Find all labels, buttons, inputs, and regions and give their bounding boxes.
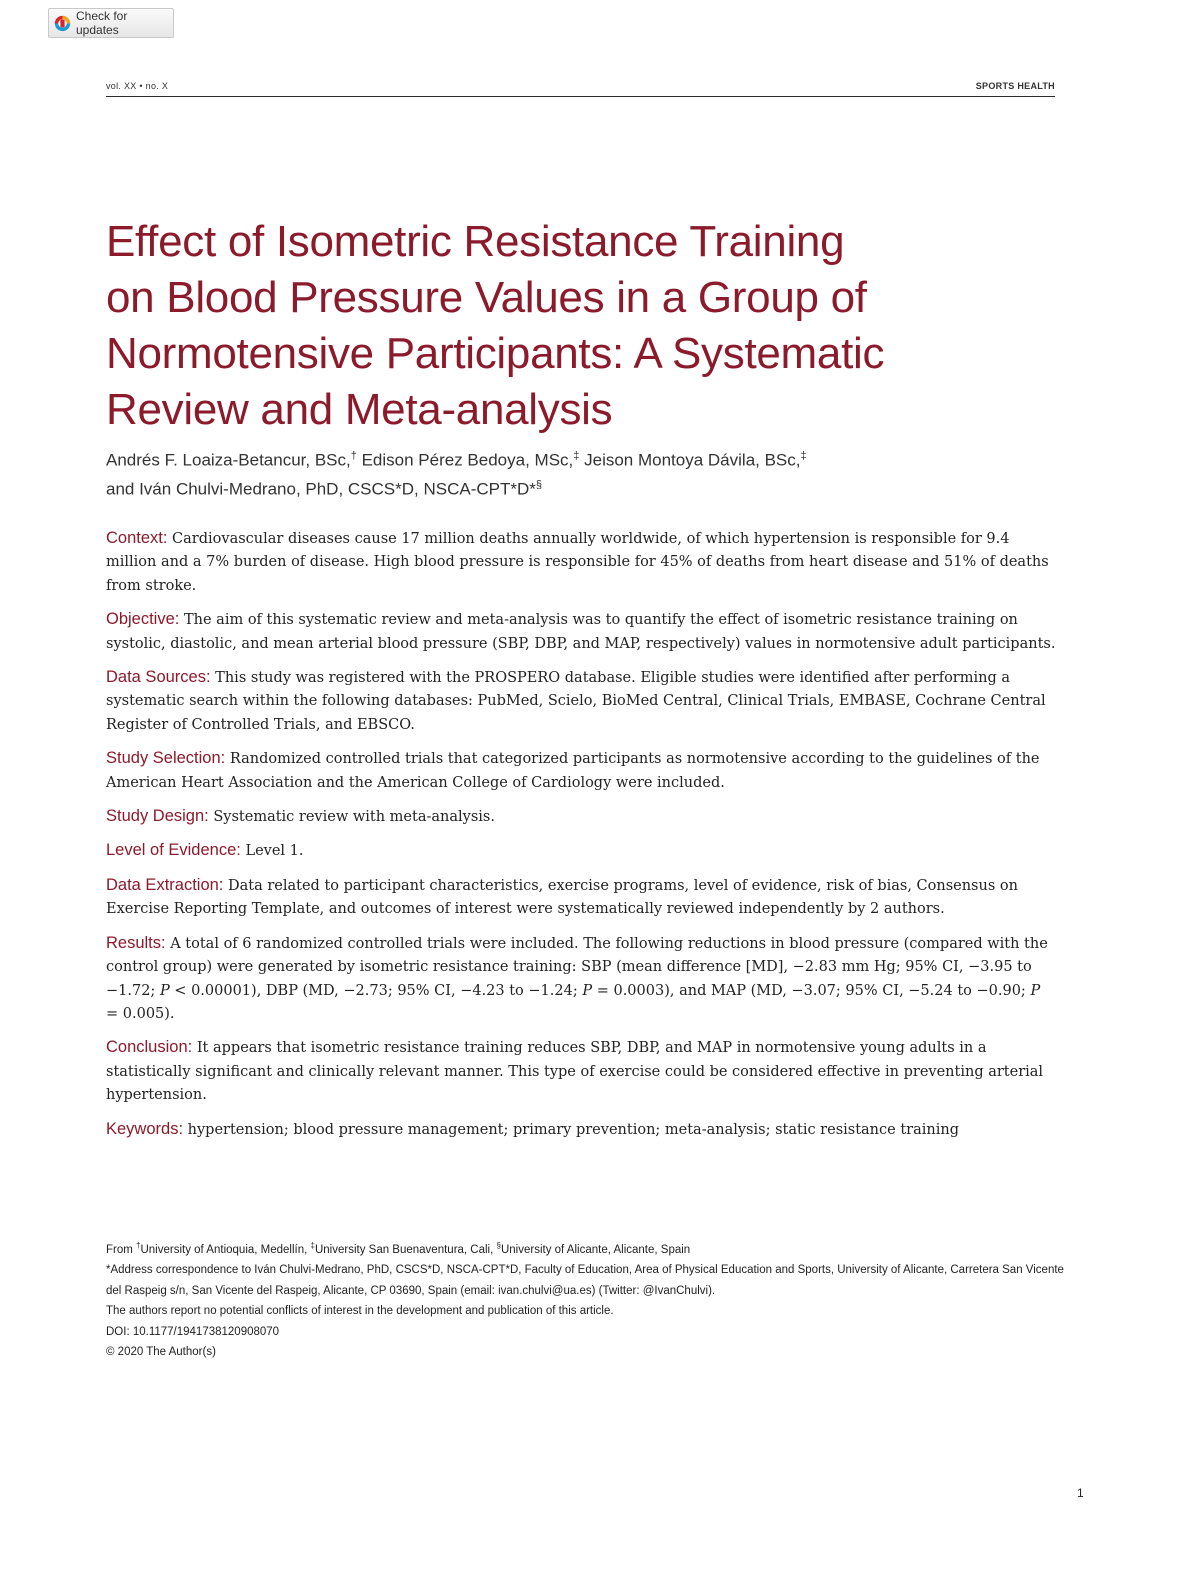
affiliation-mark: § <box>496 1241 501 1250</box>
affiliation-text: University of Alicante, Alicante, Spain <box>500 1243 691 1256</box>
crossmark-icon <box>54 15 71 32</box>
p-value-symbol: P <box>582 982 593 999</box>
section-text: A total of 6 randomized controlled trials were included. The following reductions in blood pressure (compared with the control group) were generated by isometric resistance training: SBP (mean difference [MD], −2.83 mm Hg; 95% CI, −3.95 to −1.72; <box>106 935 1048 999</box>
check-for-updates-button[interactable] <box>48 8 174 38</box>
section-label: Data Extraction: <box>106 875 224 894</box>
title-line: on Blood Pressure Values in a Group of <box>106 273 867 322</box>
affiliation-mark: ‡ <box>310 1241 315 1250</box>
footnote-text: From <box>106 1243 137 1256</box>
abstract-data-sources <box>106 666 1056 737</box>
abstract <box>106 527 1056 1152</box>
section-label: Level of Evidence: <box>106 841 241 860</box>
article-title <box>106 214 1066 438</box>
abstract-objective <box>106 608 1056 656</box>
affiliation-mark: ‡ <box>573 450 580 462</box>
affiliation-mark: ‡ <box>800 450 807 462</box>
author-list <box>106 444 1066 501</box>
abstract-study-selection <box>106 747 1056 795</box>
footnotes <box>106 1236 1066 1363</box>
title-line: Effect of Isometric Resistance Training <box>106 217 845 266</box>
section-text: Systematic review with meta-analysis. <box>208 809 495 826</box>
author-name: and Iván Chulvi-Medrano, PhD, CSCS*D, NSCA-CPT*D* <box>106 479 536 499</box>
affiliations-note <box>106 1236 1066 1260</box>
abstract-conclusion <box>106 1036 1056 1107</box>
section-label: Study Selection: <box>106 749 226 768</box>
section-text: This study was registered with the PROSPERO database. Eligible studies were identified after performing a systematic search within the following databases: PubMed, Scielo, BioMed Central, Clinical Trials, EMBASE, Cochrane Central Register of Controlled Trials, and EBSCO. <box>106 670 1046 733</box>
affiliation-mark: † <box>350 450 357 462</box>
page-number: 1 <box>1077 1486 1084 1500</box>
section-text: The aim of this systematic review and meta-analysis was to quantify the effect of isometric resistance training on systolic, diastolic, and mean arterial blood pressure (SBP, DBP, and MAP, respectively) values in normotensive adult participants. <box>106 612 1056 652</box>
title-line: Normotensive Participants: A Systematic <box>106 329 885 378</box>
section-text: Randomized controlled trials that categorized participants as normotensive according to the guidelines of the American Heart Association and the American College of Cardiology were included. <box>106 751 1040 791</box>
affiliation-mark: § <box>535 478 542 491</box>
running-head-journal: SPORTS HEALTH <box>975 81 1055 91</box>
abstract-data-extraction <box>106 874 1056 922</box>
abstract-study-design <box>106 805 1056 829</box>
abstract-keywords <box>106 1118 1056 1142</box>
author-name: Andrés F. Loaiza-Betancur, BSc, <box>106 450 351 470</box>
section-text: = 0.0003), and MAP (MD, −3.07; 95% CI, −5.24 to −0.90; <box>592 982 1031 999</box>
abstract-level-of-evidence <box>106 839 1056 863</box>
doi-note: DOI: 10.1177/1941738120908070 <box>106 1325 280 1338</box>
running-head-volume: vol. XX • no. X <box>106 81 169 91</box>
title-line: Review and Meta-analysis <box>106 385 613 434</box>
section-text: < 0.00001), DBP (MD, −2.73; 95% CI, −4.23 to −1.24; <box>169 982 583 999</box>
correspondence-note: *Address correspondence to Iván Chulvi-Medrano, PhD, CSCS*D, NSCA-CPT*D, Faculty of Education, Area of Physical Education and Sports, University of Alicante, Carretera San Vicente del Raspeig s/n, San Vicente del Raspeig, Alicante, CP 03690, Spain (email: ivan.chulvi@ua.es) (Twitter: @IvanChulvi). <box>106 1264 1064 1297</box>
section-label: Results: <box>106 933 166 952</box>
author-name: Edison Pérez Bedoya, MSc, <box>356 450 574 470</box>
section-label: Context: <box>106 529 168 547</box>
section-text: Cardiovascular diseases cause 17 million deaths annually worldwide, of which hypertension is responsible for 9.4 million and a 7% burden of disease. High blood pressure is responsible for 45% of deaths from heart disease and 51% of deaths from stroke. <box>106 531 1049 594</box>
header-rule <box>106 96 1055 97</box>
section-label: Study Design: <box>106 807 209 826</box>
section-text: = 0.005). <box>106 1005 175 1022</box>
p-value-symbol: P <box>1030 982 1041 999</box>
section-text: Level 1. <box>240 843 304 860</box>
section-label: Data Sources: <box>106 668 211 687</box>
section-label: Keywords: <box>106 1119 184 1138</box>
section-text: hypertension; blood pressure management; primary prevention; meta-analysis; static resistance training <box>183 1121 959 1138</box>
section-text: Data related to participant characteristics, exercise programs, level of evidence, risk of bias, Consensus on Exercise Reporting Template, and outcomes of interest were systematically reviewed independently by 2 authors. <box>106 877 1018 918</box>
author-name: Jeison Montoya Dávila, BSc, <box>579 450 801 470</box>
running-head <box>106 81 1055 95</box>
copyright-note: © 2020 The Author(s) <box>106 1346 216 1359</box>
abstract-context <box>106 527 1056 598</box>
affiliation-mark: † <box>136 1241 141 1250</box>
section-text: It appears that isometric resistance training reduces SBP, DBP, and MAP in normotensive young adults in a statistically significant and clinically relevant manner. This type of exercise could be considered effective in preventing arterial hypertension. <box>106 1040 1044 1104</box>
section-label: Conclusion: <box>106 1038 193 1057</box>
abstract-results <box>106 932 1056 1027</box>
p-value-symbol: P <box>159 982 170 999</box>
section-label: Objective: <box>106 610 180 629</box>
conflicts-note: The authors report no potential conflicts of interest in the development and publication of this article. <box>106 1305 614 1318</box>
affiliation-text: University San Buenaventura, Cali, <box>314 1243 497 1256</box>
check-for-updates-label: Check for updates <box>76 9 128 37</box>
affiliation-text: University of Antioquia, Medellín, <box>140 1243 311 1256</box>
